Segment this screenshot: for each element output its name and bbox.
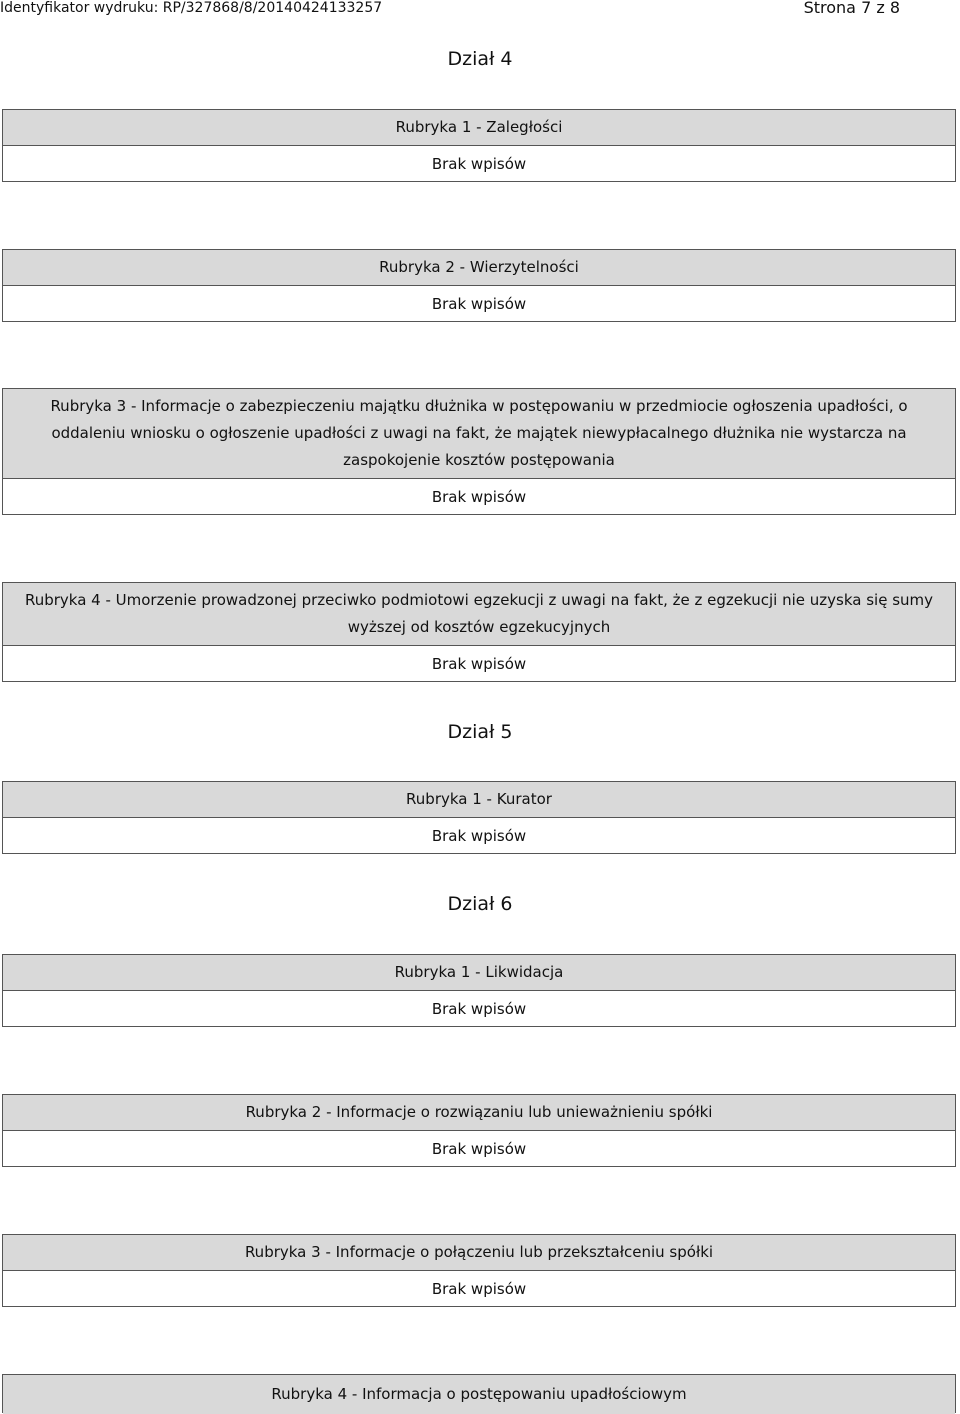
rubric-value: Brak wpisów: [431, 1279, 527, 1298]
rubric-d6-r1: [2, 954, 956, 1027]
section-title-dzial-4: Dział 4: [447, 48, 513, 70]
rubric-d4-r4: [2, 582, 956, 682]
rubric-title: Rubryka 1 - Kurator: [3, 782, 955, 818]
rubric-title: Rubryka 3 - Informacje o zabezpieczeniu majątku dłużnika w postępowaniu w przedmiocie ogłoszenia upadłości, o oddaleniu wniosku o ogłoszenie upadłości z uwagi na fakt, że majątek niewypłacalnego dłużnika nie wystarcza na zaspokojenie kosztów postępowania: [3, 389, 955, 479]
rubric-d4-r3: [2, 388, 956, 515]
rubric-value: Brak wpisów: [431, 654, 527, 673]
rubric-title: Rubryka 2 - Informacje o rozwiązaniu lub unieważnieniu spółki: [3, 1095, 955, 1131]
rubric-title: Rubryka 1 - Zaległości: [3, 110, 955, 146]
rubric-d6-r4: [2, 1374, 956, 1413]
rubric-d6-r3: [2, 1234, 956, 1307]
rubric-d5-r1: [2, 781, 956, 854]
page-number: Strona 7 z 8: [803, 0, 900, 17]
rubric-title: Rubryka 2 - Wierzytelności: [3, 250, 955, 286]
rubric-title: Rubryka 3 - Informacje o połączeniu lub przekształceniu spółki: [3, 1235, 955, 1271]
rubric-d4-r1: [2, 109, 956, 182]
rubric-title: Rubryka 4 - Umorzenie prowadzonej przeciwko podmiotowi egzekucji z uwagi na fakt, że z egzekucji nie uzyska się sumy wyższej od kosztów egzekucyjnych: [3, 583, 955, 646]
section-title-dzial-5: Dział 5: [447, 721, 513, 743]
rubric-title: Rubryka 4 - Informacja o postępowaniu upadłościowym: [3, 1375, 955, 1414]
print-identifier: Identyfikator wydruku: RP/327868/8/20140424133257: [0, 0, 383, 16]
rubric-value: Brak wpisów: [431, 487, 527, 506]
rubric-value: Brak wpisów: [431, 154, 527, 173]
rubric-value: Brak wpisów: [431, 1139, 527, 1158]
rubric-value: Brak wpisów: [431, 999, 527, 1018]
rubric-d4-r2: [2, 249, 956, 322]
rubric-value: Brak wpisów: [431, 826, 527, 845]
rubric-value: Brak wpisów: [431, 294, 527, 313]
section-title-dzial-6: Dział 6: [447, 893, 513, 915]
rubric-title: Rubryka 1 - Likwidacja: [3, 955, 955, 991]
rubric-d6-r2: [2, 1094, 956, 1167]
